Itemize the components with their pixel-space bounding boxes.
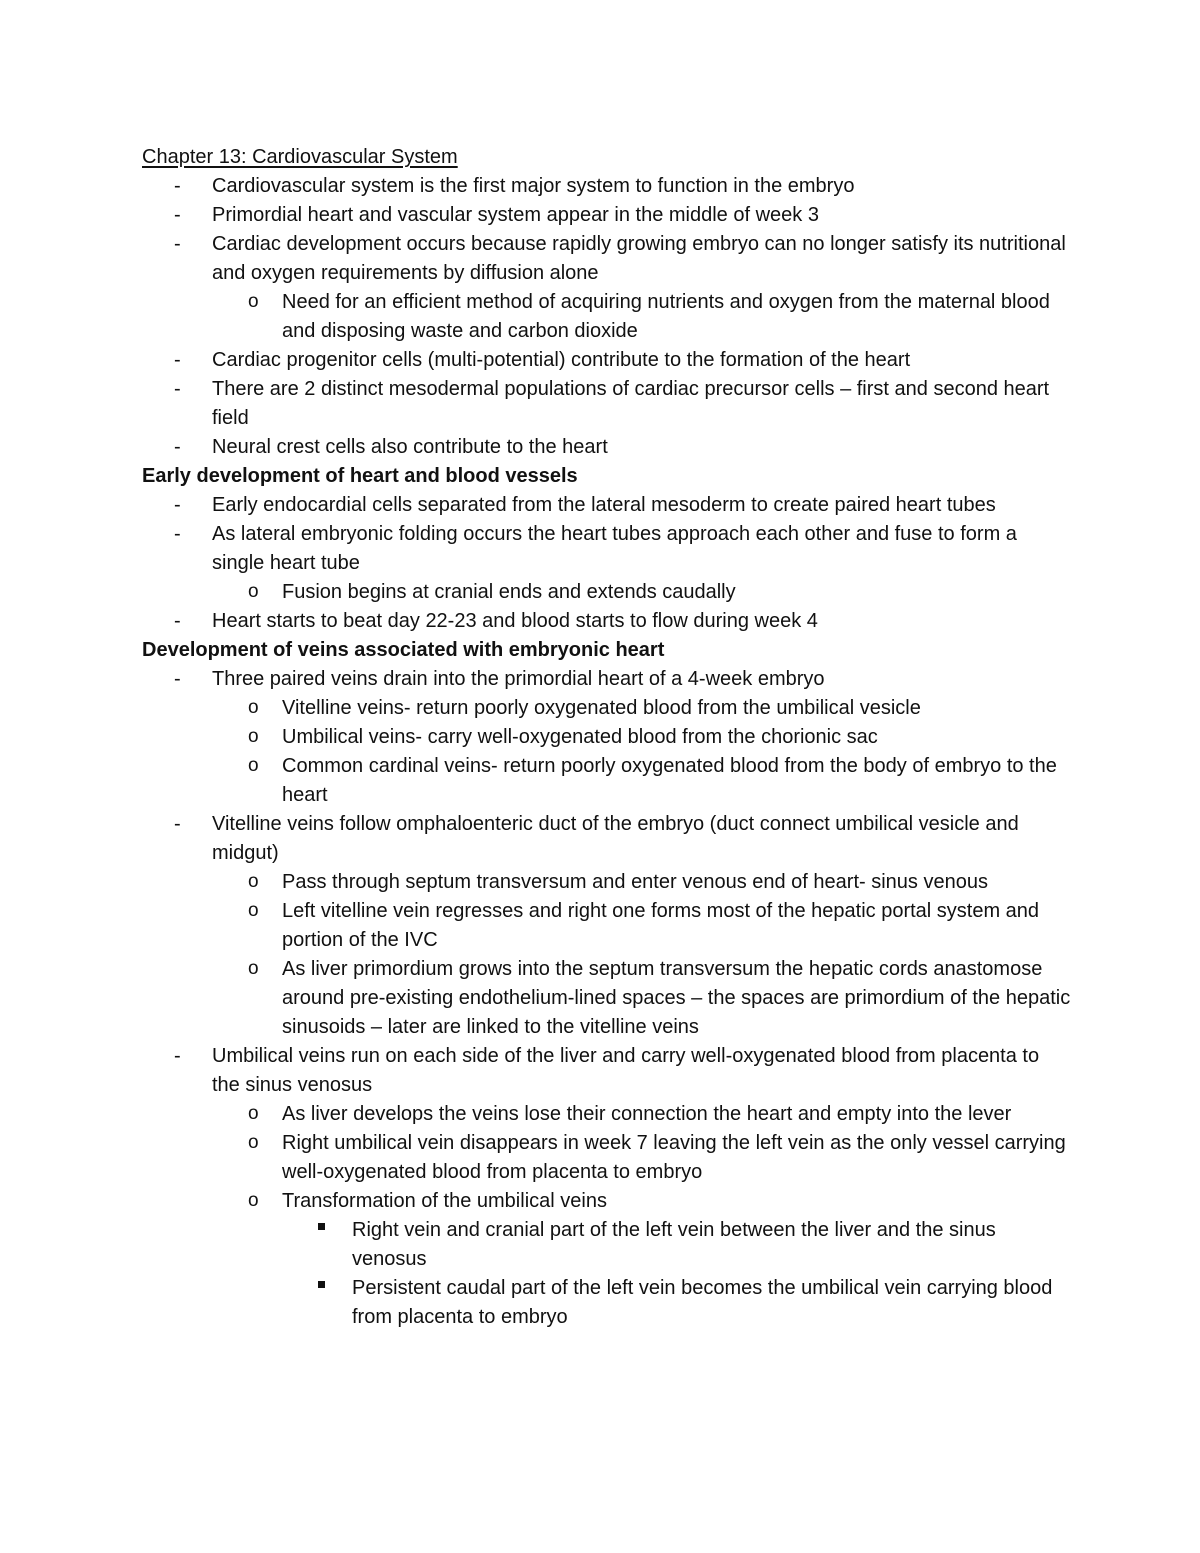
sub-list [212,288,1072,346]
circle-marker: o [248,726,259,747]
square-bullet-icon [318,1223,325,1230]
document-page [142,143,1072,1332]
section-heading: Early development of heart and blood vessels [142,465,578,487]
sub-list-item: o As liver develops the veins lose their connection the heart and empty into the lever [212,1100,1072,1129]
sub-list-item: o Common cardinal veins- return poorly oxygenated blood from the body of embryo to the heart [212,752,1072,810]
dash-marker: - [174,1045,181,1067]
dash-marker: - [174,668,181,690]
dash-marker: - [174,175,181,197]
dash-marker: - [174,378,181,400]
circle-marker: o [248,291,259,312]
dash-marker: - [174,349,181,371]
sub-list [212,868,1072,1042]
dash-marker: - [174,610,181,632]
list-item: - Vitelline veins follow omphaloenteric duct of the embryo (duct connect umbilical vesicle and midgut) o Pass through septum transversum and enter venous end of heart- sinus venous o Left vitelline vein regresses and right one forms most of the hepatic portal system and portion of the IVC o As liver primordium grows into the septum transversum the hepatic cords anastomose around pre-existing endothelium-lined spaces – the spaces are primordium of the hepatic sinusoids – later are linked to the vitelline veins [142,810,1072,1042]
sub-list-item: o Transformation of the umbilical veins Right vein and cranial part of the left vein between the liver and the sinus venosus Persistent caudal part of the left vein becomes the umbilical vein carrying blood from placenta to embryo [212,1187,1072,1332]
dash-marker: - [174,813,181,835]
dash-marker: - [174,494,181,516]
list-item: - Primordial heart and vascular system appear in the middle of week 3 [142,201,1072,230]
section-heading: Development of veins associated with embryonic heart [142,639,665,661]
list-item: - Umbilical veins run on each side of the liver and carry well-oxygenated blood from placenta to the sinus venosus o As liver develops the veins lose their connection the heart and empty into the lever o Right umbilical vein disappears in week 7 leaving the left vein as the only vessel carrying well-oxygenated blood from placenta to embryo o Transformation of the umbilical veins Right vein and cranial part of the left vein between the liver and the sinus venosus Persistent caudal part of the left vein becomes the umbilical vein carrying blood from placenta to embryo [142,1042,1072,1332]
dash-marker: - [174,204,181,226]
circle-marker: o [248,581,259,602]
chapter-title: Chapter 13: Cardiovascular System [142,146,458,168]
sub-list [212,694,1072,810]
sub-list [212,578,1072,607]
list-item: - Cardiovascular system is the first major system to function in the embryo [142,172,1072,201]
sub-list-item: o Vitelline veins- return poorly oxygenated blood from the umbilical vesicle [212,694,1072,723]
dash-marker: - [174,523,181,545]
sub-sub-list-item: Persistent caudal part of the left vein becomes the umbilical vein carrying blood from placenta to embryo [282,1274,1072,1332]
circle-marker: o [248,1132,259,1153]
section2-list [142,665,1072,1332]
intro-list [142,172,1072,462]
list-item: - Neural crest cells also contribute to the heart [142,433,1072,462]
list-item: - There are 2 distinct mesodermal populations of cardiac precursor cells – first and second heart field [142,375,1072,433]
list-item: - Three paired veins drain into the primordial heart of a 4-week embryo o Vitelline veins- return poorly oxygenated blood from the umbilical vesicle o Umbilical veins- carry well-oxygenated blood from the chorionic sac o Common cardinal veins- return poorly oxygenated blood from the body of embryo to the heart [142,665,1072,810]
list-item: - Cardiac progenitor cells (multi-potential) contribute to the formation of the heart [142,346,1072,375]
square-bullet-icon [318,1281,325,1288]
sub-sub-list-item: Right vein and cranial part of the left vein between the liver and the sinus venosus [282,1216,1072,1274]
circle-marker: o [248,900,259,921]
circle-marker: o [248,1190,259,1211]
circle-marker: o [248,755,259,776]
sub-list-item: o Right umbilical vein disappears in week 7 leaving the left vein as the only vessel carrying well-oxygenated blood from placenta to embryo [212,1129,1072,1187]
list-item: - Cardiac development occurs because rapidly growing embryo can no longer satisfy its nutritional and oxygen requirements by diffusion alone o Need for an efficient method of acquiring nutrients and oxygen from the maternal blood and disposing waste and carbon dioxide [142,230,1072,346]
circle-marker: o [248,871,259,892]
sub-list-item: o As liver primordium grows into the septum transversum the hepatic cords anastomose around pre-existing endothelium-lined spaces – the spaces are primordium of the hepatic sinusoids – later are linked to the vitelline veins [212,955,1072,1042]
dash-marker: - [174,436,181,458]
sub-list-item: o Pass through septum transversum and enter venous end of heart- sinus venous [212,868,1072,897]
circle-marker: o [248,1103,259,1124]
list-item: - Early endocardial cells separated from the lateral mesoderm to create paired heart tubes [142,491,1072,520]
list-item: - Heart starts to beat day 22-23 and blood starts to flow during week 4 [142,607,1072,636]
sub-list [212,1100,1072,1332]
sub-list-item: o Left vitelline vein regresses and right one forms most of the hepatic portal system and portion of the IVC [212,897,1072,955]
sub-sub-list [282,1216,1072,1332]
circle-marker: o [248,697,259,718]
section1-list [142,491,1072,636]
list-item: - As lateral embryonic folding occurs the heart tubes approach each other and fuse to form a single heart tube o Fusion begins at cranial ends and extends caudally [142,520,1072,607]
sub-list-item: o Fusion begins at cranial ends and extends caudally [212,578,1072,607]
sub-list-item: o Umbilical veins- carry well-oxygenated blood from the chorionic sac [212,723,1072,752]
dash-marker: - [174,233,181,255]
sub-list-item: o Need for an efficient method of acquiring nutrients and oxygen from the maternal blood and disposing waste and carbon dioxide [212,288,1072,346]
circle-marker: o [248,958,259,979]
